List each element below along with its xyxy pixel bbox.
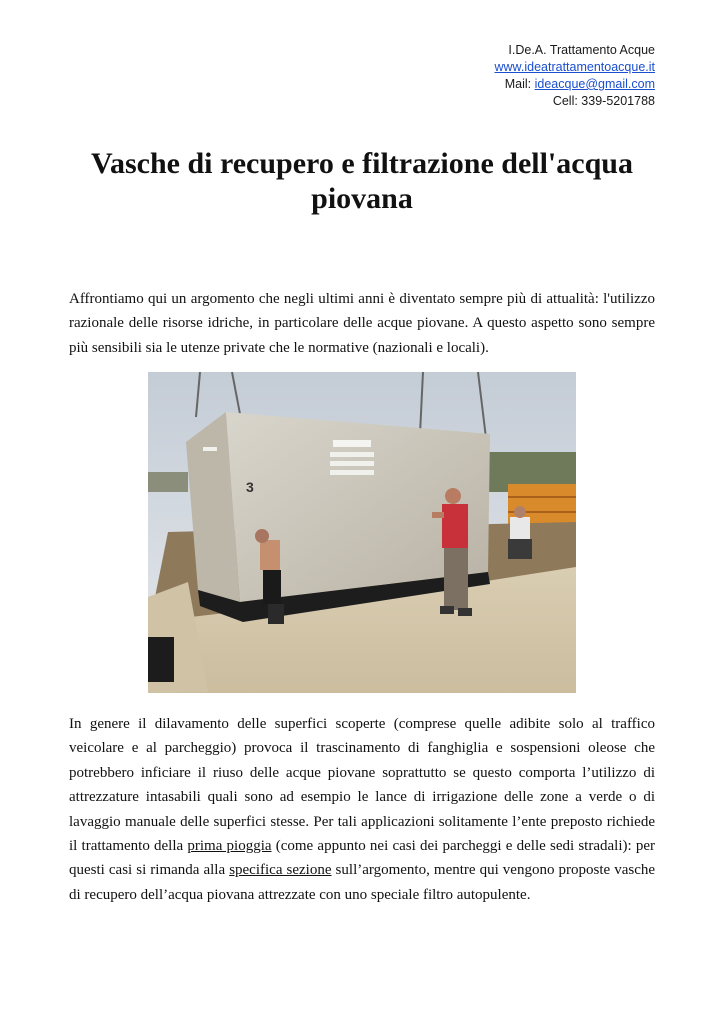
body-text-part-2: (come appunto nei casi dei parcheggi e delle sedi stradali): per questi casi si rimanda alla [69, 838, 655, 879]
specifica-sezione-link[interactable]: specifica sezione [229, 862, 332, 879]
document-title: Vasche di recupero e filtrazione dell'acqua piovana [91, 147, 633, 215]
intro-paragraph: Affrontiamo qui un argomento che negli ultimi anni è diventato sempre più di attualità: l'utilizzo razionale delle risorse idriche, in particolare delle acque piovane. A questo aspetto sono sempre più sensibili sia le utenze private che le normative (nazionali e locali). [69, 291, 655, 356]
cell-phone: Cell: 339-5201788 [552, 94, 655, 108]
website-link[interactable]: www.ideatrattamentoacque.it [494, 60, 655, 74]
company-name: I.De.A. Trattamento Acque [508, 43, 655, 57]
photo-illustration [148, 372, 576, 693]
mail-label: Mail: [504, 77, 532, 91]
body-paragraph [69, 712, 655, 907]
company-header [494, 42, 655, 110]
mail-line [494, 76, 655, 93]
prima-pioggia-link[interactable]: prima pioggia [187, 838, 272, 855]
body-text-part-3: sull’argomento, mentre qui vengono proposte vasche di recupero dell’acqua piovana attrezzate con uno speciale filtro autopulente. [69, 862, 656, 903]
email-link[interactable]: ideacque@gmail.com [534, 77, 655, 91]
tank-installation-photo [148, 372, 576, 693]
tank-number: 3 [246, 479, 254, 495]
body-text-part-1: In genere il dilavamento delle superfici scoperte (comprese quelle adibite solo al traffico veicolare e al parcheggio) provoca il trascinamento di fanghiglia e sospensioni oleose che potrebbero inficiare il riuso delle acque piovane soprattutto se questo comporta l’utilizzo di attrezzature intasabili quali sono ad esempio le lance di irrigazione delle zone a verde o di lavaggio manuale delle superfici stesse. Per tali applicazioni solitamente l’ente preposto richiede il trattamento della [69, 716, 655, 855]
